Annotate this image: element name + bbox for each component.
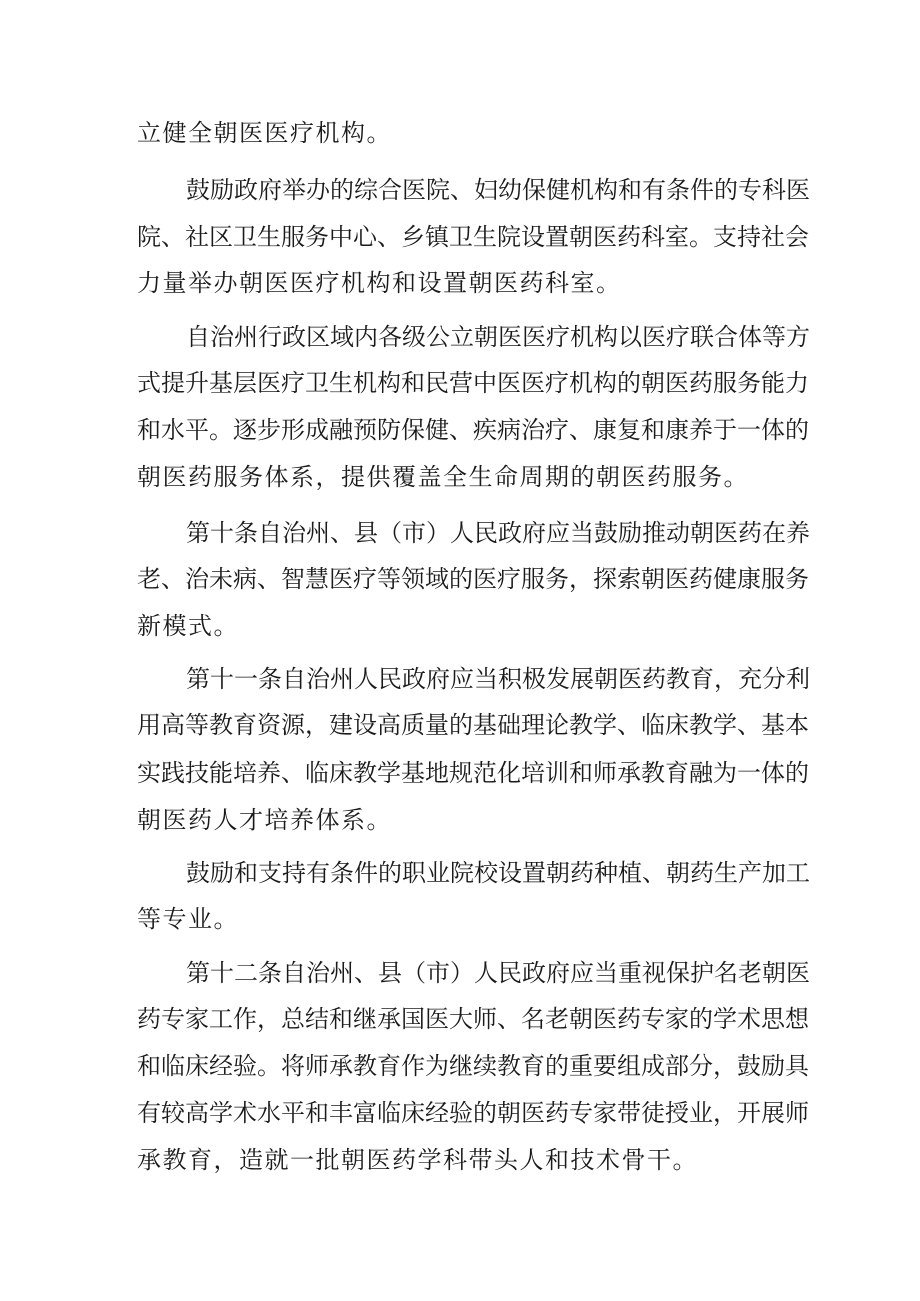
text-line: 朝医药服务体系，提供覆盖全生命周期的朝医药服务。 [137,463,749,491]
text-line: 用高等教育资源，建设高质量的基础理论教学、临床教学、基本 [137,711,809,739]
text-line: 有较高学术水平和丰富临床经验的朝医药专家带徒授业，开展师 [137,1099,809,1127]
paragraph-first-line: 鼓励和支持有条件的职业院校设置朝药种植、朝药生产加工 [186,859,810,887]
text-line: 承教育，造就一批朝医药学科带头人和技术骨干。 [137,1146,698,1174]
article-10-first-line: 第十条自治州、县（市）人民政府应当鼓励推动朝医药在养 [186,519,810,547]
text-line: 和临床经验。将师承教育作为继续教育的重要组成部分，鼓励具 [137,1052,809,1080]
text-line: 朝医药人才培养体系。 [137,806,392,834]
text-line: 新模式。 [137,612,239,640]
text-line: 院、社区卫生服务中心、乡镇卫生院设置朝医药科室。支持社会 [137,223,809,251]
text-line: 立健全朝医医疗机构。 [137,119,392,147]
paragraph-first-line: 自治州行政区域内各级公立朝医医疗机构以医疗联合体等方 [186,323,810,351]
article-12-first-line: 第十二条自治州、县（市）人民政府应当重视保护名老朝医 [186,959,810,987]
text-line: 力量举办朝医医疗机构和设置朝医药科室。 [137,269,622,297]
paragraph-first-line: 鼓励政府举办的综合医院、妇幼保健机构和有条件的专科医 [186,176,810,204]
text-line: 药专家工作，总结和继承国医大师、名老朝医药专家的学术思想 [137,1005,809,1033]
text-line: 式提升基层医疗卫生机构和民营中医医疗机构的朝医药服务能力 [137,369,809,397]
text-line: 实践技能培养、临床教学基地规范化培训和师承教育融为一体的 [137,759,809,787]
text-line: 和水平。逐步形成融预防保健、疾病治疗、康复和康养于一体的 [137,416,809,444]
text-line: 等专业。 [137,905,239,933]
article-11-first-line: 第十一条自治州人民政府应当积极发展朝医药教育，充分利 [186,665,810,693]
text-line: 老、治未病、智慧医疗等领域的医疗服务，探索朝医药健康服务 [137,565,809,593]
